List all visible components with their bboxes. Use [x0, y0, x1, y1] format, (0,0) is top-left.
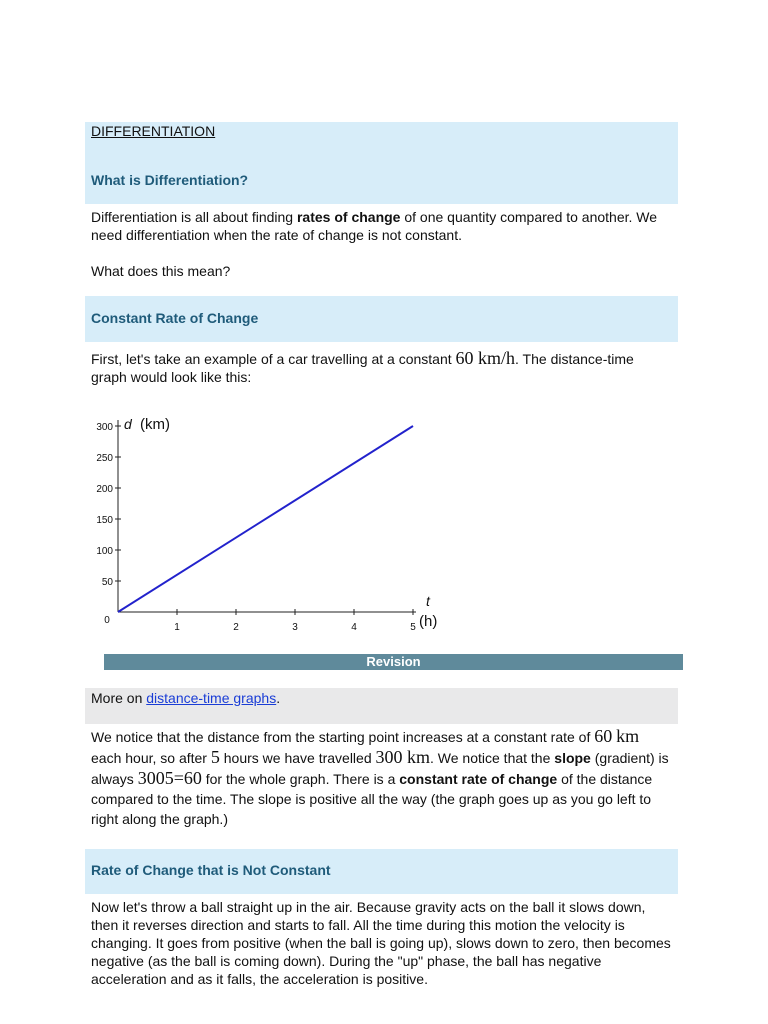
slope-text-b: each hour, so after [91, 750, 211, 766]
math-300km: 300 km [375, 747, 431, 767]
intro-text-a: Differentiation is all about finding [91, 209, 297, 225]
slope-text-a: We notice that the distance from the starting point increases at a constant rate of [91, 729, 595, 745]
math-km: km [616, 726, 640, 746]
s1-text-b: . The distance-time graph would look like this: [91, 351, 634, 385]
slope-bold: slope [554, 750, 591, 766]
constant-rate-bold: constant rate of change [399, 771, 558, 787]
y-tick-label: 300 [96, 422, 113, 433]
y-tick-label: 100 [96, 546, 113, 557]
s1-math-speed: 60 km/h [455, 348, 516, 368]
distance-time-graphs-link[interactable]: distance-time graphs [146, 690, 277, 706]
x-axis-unit: (h) [419, 613, 438, 630]
x-axis-variable: t [426, 593, 430, 609]
series-line [118, 426, 413, 612]
intro-bold: rates of change [296, 209, 401, 225]
intro-question: What does this mean? [91, 263, 231, 279]
intro-paragraph [91, 208, 671, 244]
more-suffix: . [276, 690, 281, 706]
more-on-line [91, 689, 671, 707]
x-tick-label: 4 [351, 622, 357, 633]
chart-labels [124, 416, 437, 630]
y-axis-variable: d [124, 416, 132, 432]
y-tick-label: 200 [96, 484, 113, 495]
y-tick-label: 250 [96, 453, 113, 464]
more-prefix: More on [91, 690, 147, 706]
slope-text-e: (gradient) is always [91, 750, 669, 787]
section-heading-what-is: What is Differentiation? [91, 172, 249, 188]
intro-text-b: of one quantity compared to another. We need differentiation when the rate of change is not constant. [91, 209, 658, 243]
slope-paragraph [91, 726, 671, 829]
section-heading-not-constant: Rate of Change that is Not Constant [91, 862, 331, 878]
slope-text-g: of the distance compared to the time. The slope is positive all the way (the graph goes up as you go left to right along the graph.) [91, 771, 653, 827]
x-tick-label: 3 [292, 622, 298, 633]
section2-paragraph: Now let's throw a ball straight up in the air. Because gravity acts on the ball it slows down, then it reverses direction and starts to fall. All the time during this motion the velocity is changing. It goes from positive (when the ball is going up), slows down to zero, then becomes negative (as the ball is coming down). During the "up" phase, the ball has negative acceleration and as it falls, the acceleration is positive. [91, 899, 671, 987]
y-tick-label: 50 [101, 577, 113, 588]
x-tick-label: 0 [104, 615, 110, 626]
revision-bar[interactable]: Revision [104, 654, 683, 670]
distance-time-chart [85, 400, 465, 640]
page-title-link[interactable]: DIFFERENTIATION [91, 123, 216, 139]
x-tick-label: 2 [233, 622, 239, 633]
chart-series [118, 426, 413, 612]
slope-text-d: . We notice that the [430, 750, 555, 766]
section-heading-constant: Constant Rate of Change [91, 310, 259, 326]
math-5: 5 [210, 747, 220, 767]
x-tick-label: 1 [174, 622, 180, 633]
slope-text-f: for the whole graph. There is a [201, 771, 400, 787]
y-tick-label: 150 [96, 515, 113, 526]
section1-paragraph [91, 349, 671, 386]
math-60: 60 [594, 726, 613, 746]
s1-text-a: First, let's take an example of a car travelling at a constant [91, 351, 456, 367]
math-slope-value: 3005=60 [137, 768, 202, 788]
slope-text-c: hours we have travelled [219, 750, 376, 766]
y-axis-unit: (km) [140, 416, 170, 433]
x-tick-label: 5 [410, 622, 416, 633]
